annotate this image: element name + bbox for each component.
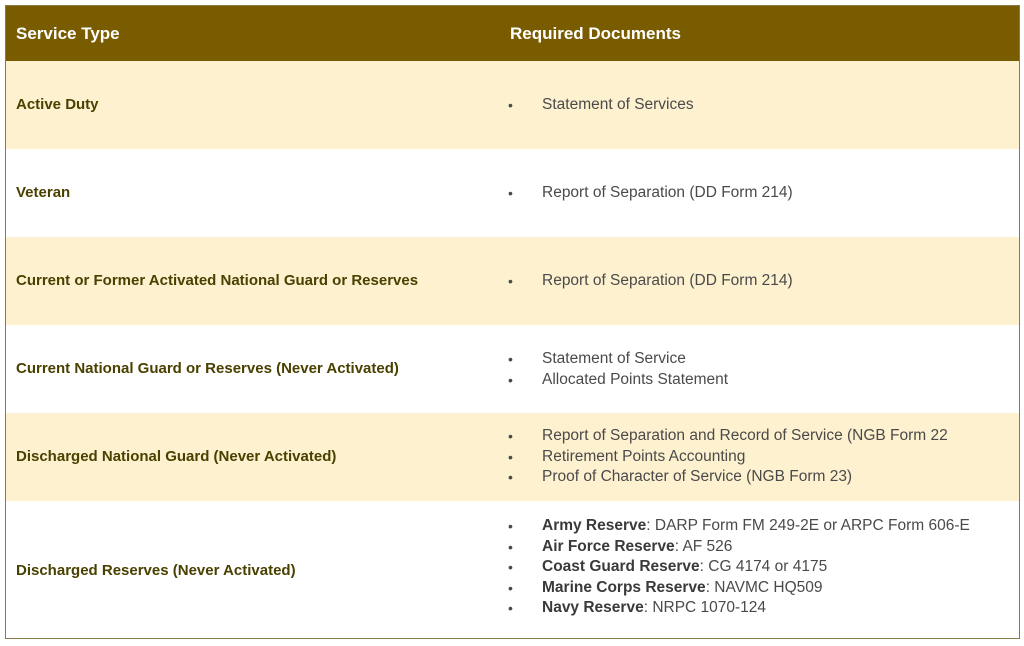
service-type-cell: Discharged National Guard (Never Activated) [16,448,337,465]
bullet-icon: • [508,351,513,367]
document-item: • Air Force Reserve: AF 526 [506,537,970,558]
bullet-icon: • [508,538,513,555]
documents-list [506,426,948,488]
bullet-icon: • [508,371,513,388]
service-type-cell: Discharged Reserves (Never Activated) [16,562,296,579]
table-row [6,325,1019,413]
header-service-type: Service Type [16,24,120,43]
bullet-icon: • [508,428,513,444]
documents-list [506,349,728,390]
document-item: • Report of Separation (DD Form 214) [506,271,793,292]
document-item: • Proof of Character of Service (NGB Form 23) [506,467,948,488]
document-item: • Report of Separation and Record of Service (NGB Form 22 [506,426,948,447]
bullet-icon: • [508,97,513,113]
document-item: • Report of Separation (DD Form 214) [506,183,793,204]
documents-list [506,183,793,204]
bullet-icon: • [508,469,513,485]
header-required-documents: Required Documents [510,24,681,43]
document-item: • Allocated Points Statement [506,370,728,391]
documents-list [506,95,694,116]
document-item: • Statement of Service [506,349,728,370]
document-item: • Army Reserve: DARP Form FM 249-2E or ARPC Form 606-E [506,516,970,537]
service-type-cell: Active Duty [16,96,99,113]
bullet-icon: • [508,579,513,596]
documents-list [506,516,970,619]
document-item: • Retirement Points Accounting [506,447,948,468]
service-type-cell: Current National Guard or Reserves (Never Activated) [16,360,399,377]
bullet-icon: • [508,273,513,289]
table-row [6,61,1019,149]
service-type-cell: Veteran [16,184,71,201]
bullet-icon: • [508,518,513,534]
document-item: • Statement of Services [506,95,694,116]
service-type-cell: Current or Former Activated National Guard or Reserves [16,272,419,289]
bullet-icon: • [508,185,513,201]
table-row [6,237,1019,325]
document-item: • Marine Corps Reserve: NAVMC HQ509 [506,578,970,599]
bullet-icon: • [508,448,513,465]
document-item: • Coast Guard Reserve: CG 4174 or 4175 [506,557,970,578]
table-row [6,413,1019,501]
table-row [6,501,1019,638]
bullet-icon: • [508,600,513,616]
required-documents-table [5,5,1020,639]
bullet-icon: • [508,559,513,575]
documents-list [506,271,793,292]
table-header [6,6,1019,61]
table-row [6,149,1019,237]
document-item: • Navy Reserve: NRPC 1070-124 [506,598,970,619]
